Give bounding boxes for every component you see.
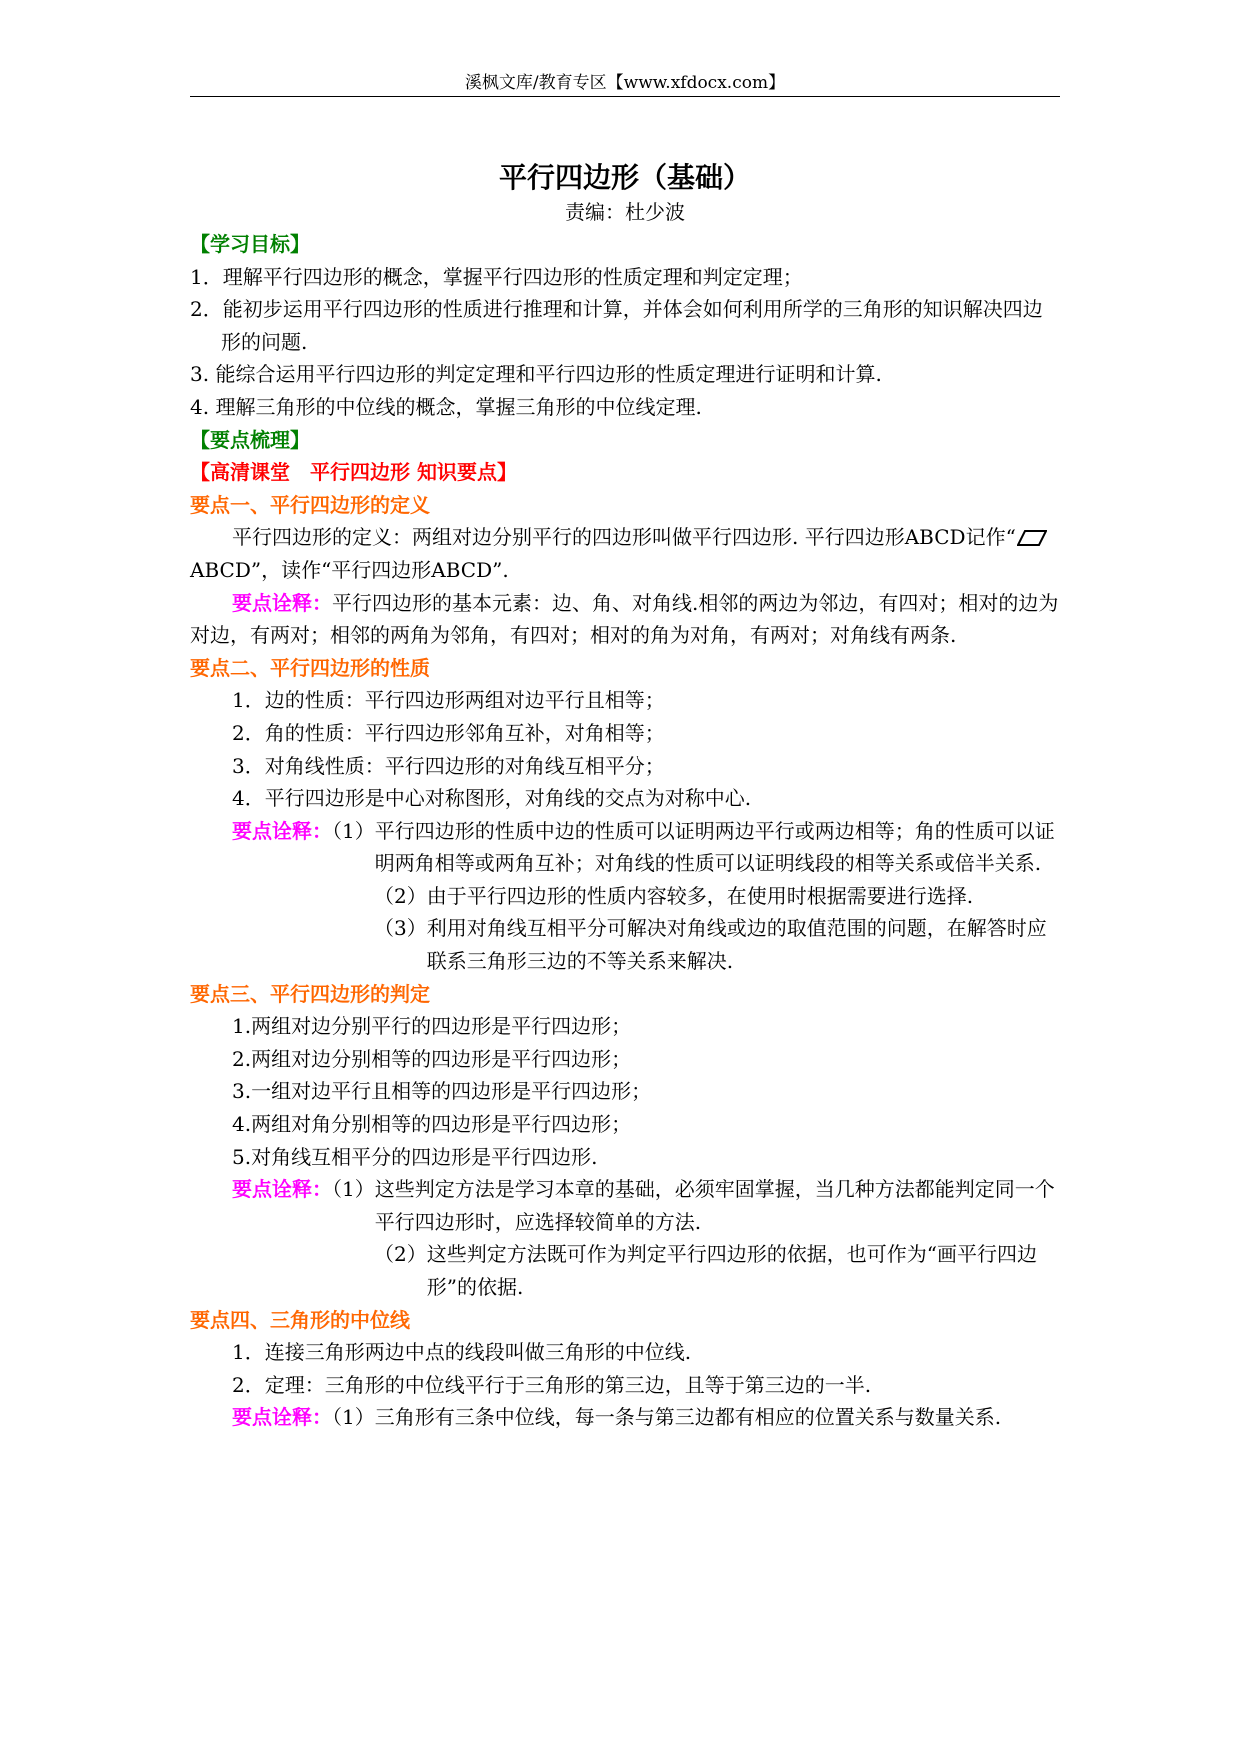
section-3-item-4: 4.两组对角分别相等的四边形是平行四边形；	[232, 1112, 632, 1137]
header-rule	[190, 96, 1060, 97]
section-1-note	[190, 587, 1060, 652]
document-body	[190, 158, 1060, 1434]
section-2-item-1: 1．边的性质：平行四边形两组对边平行且相等；	[232, 688, 665, 713]
page-header: 溪枫文库/教育专区【www.xfdocx.com】	[464, 73, 786, 93]
note-text: 这些判定方法是学习本章的基础，必须牢固掌握，当几种方法都能判定同一个平行四边形时，应选择较简单的方法.	[374, 1177, 1055, 1234]
note-key: 要点诠释：	[232, 1405, 332, 1430]
note-text: 平行四边形的性质中边的性质可以证明两边平行或两边相等；角的性质可以证明两角相等或两角互补；对角线的性质可以证明线段的相等关系或倍半关系.	[374, 818, 1055, 876]
note-row-2	[374, 880, 1060, 913]
goal-item-2: 2．能初步运用平行四边形的性质进行推理和计算，并体会如何利用所学的三角形的知识解决四边形的问题.	[190, 297, 1043, 354]
note-row-3	[374, 912, 1060, 977]
note-row-1	[232, 1173, 1060, 1238]
note-key: 要点诠释：	[232, 1177, 332, 1202]
goal-item-4: 4. 理解三角形的中位线的概念，掌握三角形的中位线定理.	[190, 394, 702, 419]
video-lesson-tag: 【高清课堂 平行四边形 知识要点】	[190, 460, 517, 485]
section-2-item-3: 3．对角线性质：平行四边形的对角线互相平分；	[232, 753, 665, 778]
section-4-item-2: 2．定理：三角形的中位线平行于三角形的第三边，且等于第三边的一半.	[232, 1372, 872, 1397]
note-number: （1）	[332, 1177, 375, 1202]
note-row-1	[232, 1401, 1060, 1434]
editor-line: 责编：杜少波	[565, 200, 685, 224]
note-number: （2）	[374, 883, 427, 908]
section-4-item-1: 1．连接三角形两边中点的线段叫做三角形的中位线.	[232, 1340, 692, 1365]
section-2-heading: 要点二、平行四边形的性质	[190, 655, 430, 680]
section-3-subnotes	[190, 1238, 1060, 1303]
parallelogram-icon	[1017, 529, 1047, 547]
section-1-heading: 要点一、平行四边形的定义	[190, 492, 430, 517]
section-3-heading: 要点三、平行四边形的判定	[190, 981, 430, 1006]
note-text: 三角形有三条中位线，每一条与第三边都有相应的位置关系与数量关系.	[374, 1405, 1002, 1430]
note-text: 平行四边形的基本元素：边、角、对角线.相邻的两边为邻边，有四对；相对的边为对边，有两对；相邻的两角为邻角，有四对；相对的角为对角，有两对；对角线有两条.	[190, 590, 1059, 648]
document-title: 平行四边形（基础）	[498, 161, 751, 194]
section-4-notes	[190, 1401, 1060, 1434]
section-3-item-2: 2.两组对边分别相等的四边形是平行四边形；	[232, 1046, 632, 1071]
note-text: 由于平行四边形的性质内容较多，在使用时根据需要进行选择.	[426, 883, 974, 908]
section-3-notes	[190, 1173, 1060, 1238]
note-key: 要点诠释：	[232, 818, 332, 843]
section-3-item-3: 3.一组对边平行且相等的四边形是平行四边形；	[232, 1079, 652, 1104]
note-text: 利用对角线互相平分可解决对角线或边的取值范围的问题，在解答时应联系三角形三边的不等关系来解决.	[426, 916, 1047, 974]
section-2-notes	[190, 815, 1060, 880]
note-number: （2）	[374, 1242, 427, 1267]
outline-tag: 【要点梳理】	[190, 427, 310, 452]
note-row-2	[374, 1238, 1060, 1303]
goals-tag: 【学习目标】	[190, 232, 310, 256]
section-3-item-1: 1.两组对边分别平行的四边形是平行四边形；	[232, 1014, 632, 1039]
section-4-heading: 要点四、三角形的中位线	[190, 1307, 410, 1332]
definition-text-part1: 平行四边形的定义：两组对边分别平行的四边形叫做平行四边形. 平行四边形ABCD记作“	[232, 525, 1016, 550]
section-3-item-5: 5.对角线互相平分的四边形是平行四边形.	[232, 1144, 598, 1169]
note-row-1	[232, 815, 1060, 880]
section-2-item-4: 4．平行四边形是中心对称图形，对角线的交点为对称中心.	[232, 786, 752, 811]
section-2-item-2: 2．角的性质：平行四边形邻角互补，对角相等；	[232, 720, 665, 745]
goal-item-1: 1．理解平行四边形的概念，掌握平行四边形的性质定理和判定定理；	[190, 264, 803, 289]
note-number: （1）	[332, 818, 375, 843]
section-1-definition	[190, 521, 1060, 586]
section-2-subnotes	[190, 880, 1060, 978]
note-number: （3）	[374, 916, 427, 941]
note-key: 要点诠释：	[232, 590, 332, 615]
note-number: （1）	[332, 1405, 375, 1430]
note-text: 这些判定方法既可作为判定平行四边形的依据，也可作为“画平行四边形”的依据.	[426, 1242, 1037, 1299]
goal-item-3: 3. 能综合运用平行四边形的判定定理和平行四边形的性质定理进行证明和计算.	[190, 362, 882, 387]
definition-text-part2: ABCD”，读作“平行四边形ABCD”.	[190, 557, 509, 582]
